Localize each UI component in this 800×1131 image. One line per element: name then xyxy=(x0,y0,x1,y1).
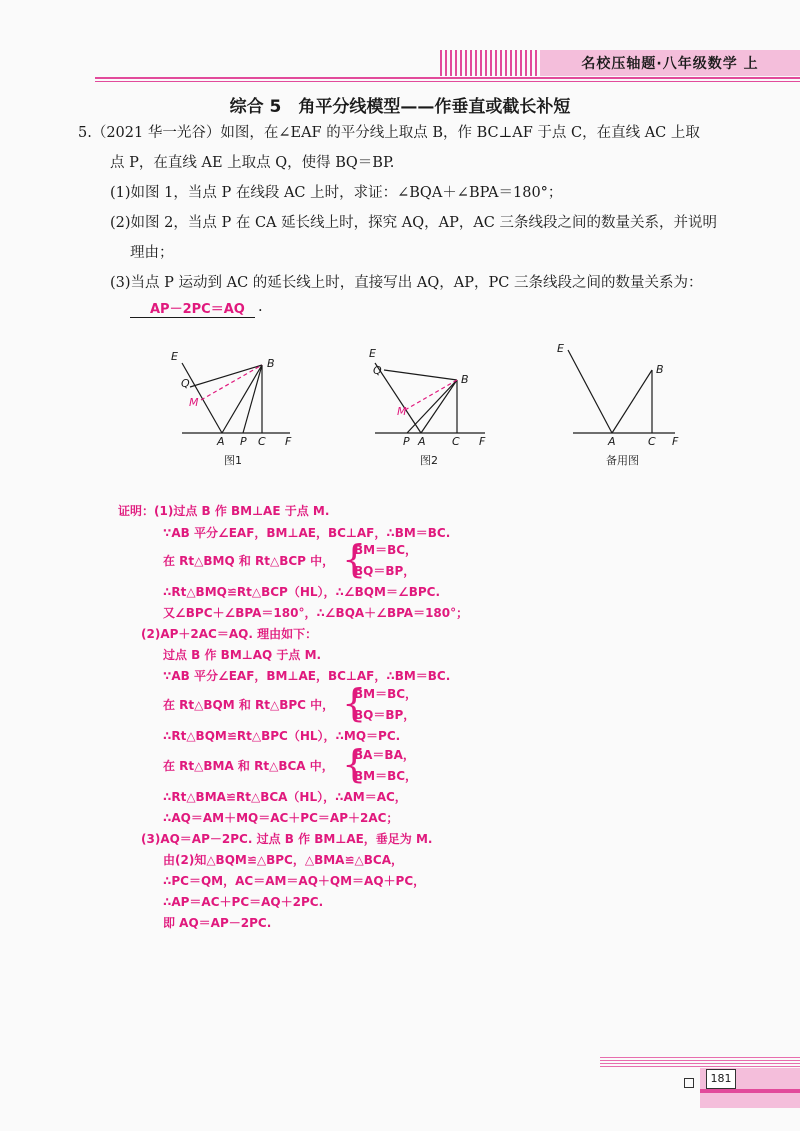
solution-line-10: ∴Rt△BQM≌Rt△BPC（HL），∴MQ＝PC. xyxy=(163,729,401,743)
section-title: 综合 5 角平分线模型——作垂直或截长补短 xyxy=(229,97,571,117)
solution-line-9b: BQ＝BP， xyxy=(354,708,416,722)
solution-line-17: ∴AP＝AC＋PC＝AQ＋2PC. xyxy=(163,895,324,909)
problem-line-1: 5.（2021 华一光谷）如图，在∠EAF 的平分线上取点 B，作 BC⊥AF 于点 C，在直线 AC 上取 xyxy=(78,125,700,141)
fig1-label-f: F xyxy=(285,435,292,448)
solution-line-18: 即 AQ＝AP－2PC. xyxy=(163,916,272,930)
solution-line-2: ∵AB 平分∠EAF，BM⊥AE，BC⊥AF，∴BM＝BC. xyxy=(163,526,451,540)
solution-line-6: (2)AP＋2AC＝AQ. 理由如下： xyxy=(141,627,318,641)
problem-line-4: (2)如图 2，当点 P 在 CA 延长线上时，探究 AQ，AP，AC 三条线段之间的数量关系，并说明 xyxy=(110,215,718,231)
fig1-label-a: A xyxy=(217,435,225,448)
footer-bar xyxy=(700,1089,800,1093)
header-rule-thin xyxy=(95,81,800,82)
solution-line-9: 在 Rt△BQM 和 Rt△BPC 中， xyxy=(163,698,335,712)
footer-square-icon xyxy=(684,1078,694,1088)
fig2-label-p: P xyxy=(403,435,410,448)
fig2-label-a: A xyxy=(418,435,426,448)
fig2-label-c: C xyxy=(452,435,460,448)
fig1-label-q: Q xyxy=(181,377,190,390)
problem-line-2: 点 P，在直线 AE 上取点 Q，使得 BQ＝BP. xyxy=(110,155,395,171)
solution-line-1: 证明：(1)过点 B 作 BM⊥AE 于点 M. xyxy=(118,504,330,518)
fig2-label-b: B xyxy=(461,373,469,386)
solution-line-3a: BM＝BC， xyxy=(354,543,418,557)
solution-line-5: 又∠BPC＋∠BPA＝180°，∴∠BQA＋∠BPA＝180°； xyxy=(163,606,469,620)
fig1-label-b: B xyxy=(267,357,275,370)
fig3-label-e: E xyxy=(557,342,564,355)
fig3-label-a: A xyxy=(608,435,616,448)
fig2-caption: 图2 xyxy=(420,454,438,467)
solution-line-7: 过点 B 作 BM⊥AQ 于点 M. xyxy=(163,648,322,662)
solution-line-3b: BQ＝BP， xyxy=(354,564,416,578)
header-stripes xyxy=(440,50,545,76)
fig1-label-m: M xyxy=(189,396,199,409)
fig2-label-e: E xyxy=(369,347,376,360)
problem-line-6: (3)当点 P 运动到 AC 的延长线上时，直接写出 AQ，AP，PC 三条线段之间的数量关系为： xyxy=(110,275,703,291)
fig1-caption: 图1 xyxy=(224,454,242,467)
problem-line-5: 理由； xyxy=(130,245,174,261)
page-number: 181 xyxy=(706,1069,736,1089)
solution-line-13: ∴AQ＝AM＋MQ＝AC＋PC＝AP＋2AC； xyxy=(163,811,399,825)
header-rule xyxy=(95,77,800,79)
fig1-label-c: C xyxy=(258,435,266,448)
problem-line-3: (1)如图 1，当点 P 在线段 AC 上时，求证：∠BQA＋∠BPA＝180°； xyxy=(110,185,563,201)
fig3-label-c: C xyxy=(648,435,656,448)
brace-2: { xyxy=(342,681,367,725)
fig3-label-f: F xyxy=(672,435,679,448)
solution-line-14: (3)AQ＝AP－2PC. 过点 B 作 BM⊥AE，垂足为 M. xyxy=(141,832,433,846)
solution-line-12: ∴Rt△BMA≌Rt△BCA（HL），∴AM＝AC， xyxy=(163,790,407,804)
solution-line-8: ∵AB 平分∠EAF，BM⊥AE，BC⊥AF，∴BM＝BC. xyxy=(163,669,451,683)
fig2-label-m: M xyxy=(397,405,407,418)
answer-blank: AP－2PC＝AQ xyxy=(150,302,245,317)
fig2-label-f: F xyxy=(479,435,486,448)
solution-line-9a: BM＝BC， xyxy=(354,687,418,701)
fig1-label-e: E xyxy=(171,350,178,363)
solution-line-4: ∴Rt△BMQ≌Rt△BCP（HL），∴∠BQM＝∠BPC. xyxy=(163,585,441,599)
solution-line-3: 在 Rt△BMQ 和 Rt△BCP 中， xyxy=(163,554,335,568)
solution-line-16: ∴PC＝QM，AC＝AM＝AQ＋QM＝AQ＋PC， xyxy=(163,874,426,888)
solution-line-15: 由(2)知△BQM≌△BPC，△BMA≌△BCA， xyxy=(163,853,403,867)
solution-line-11a: BA＝BA， xyxy=(354,748,415,762)
footer-stripes xyxy=(600,1057,800,1067)
fig3-caption: 备用图 xyxy=(606,454,639,467)
answer-underline xyxy=(130,317,255,318)
fig3-label-b: B xyxy=(656,363,664,376)
brace-3: { xyxy=(342,742,367,786)
answer-period: . xyxy=(258,299,263,315)
fig1-label-p: P xyxy=(240,435,247,448)
solution-line-11b: BM＝BC， xyxy=(354,769,418,783)
brace-1: { xyxy=(342,537,367,581)
solution-line-11: 在 Rt△BMA 和 Rt△BCA 中， xyxy=(163,759,334,773)
fig2-label-q: Q xyxy=(373,364,382,377)
series-title: 名校压轴题·八年级数学 上 xyxy=(540,50,800,76)
